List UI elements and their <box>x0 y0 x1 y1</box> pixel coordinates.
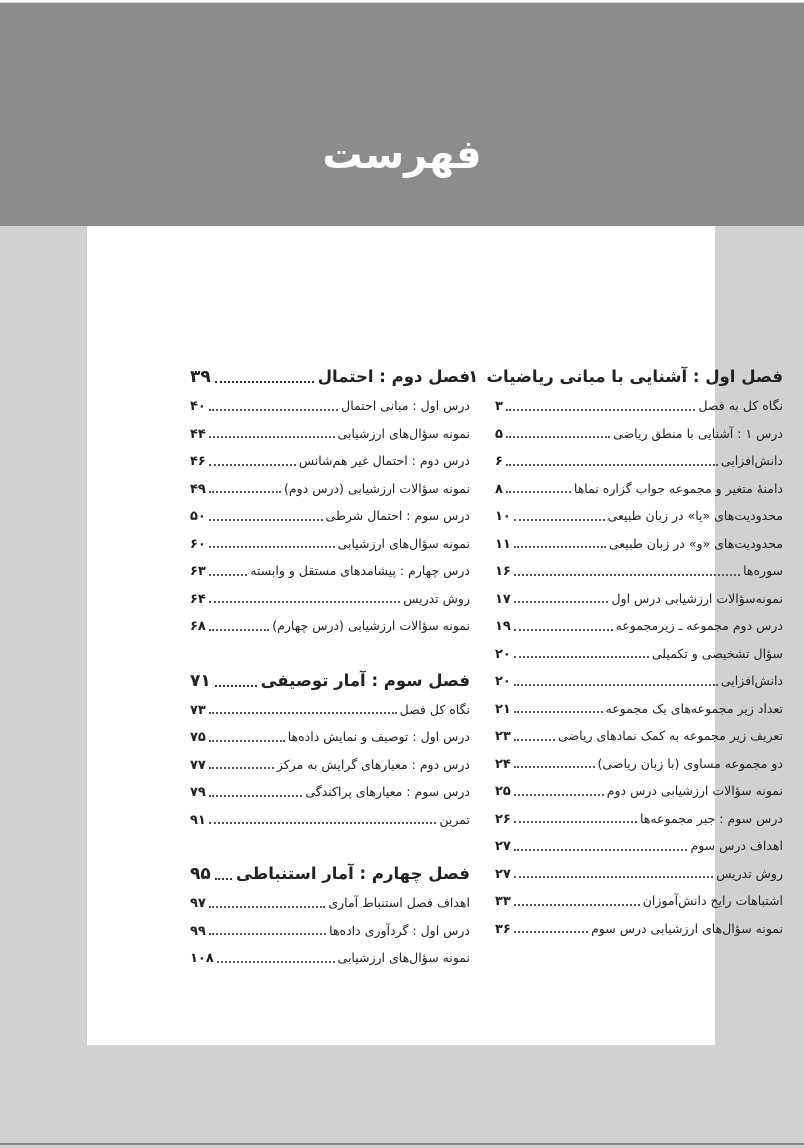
entry-page-number: ۲۵ <box>495 784 511 799</box>
dot-leader <box>209 436 335 438</box>
dot-leader <box>217 961 335 963</box>
toc-entry[interactable] <box>495 915 783 943</box>
entry-page-number: ۱۱ <box>495 536 511 552</box>
dot-leader <box>514 794 604 796</box>
toc-entry[interactable] <box>495 502 783 530</box>
entry-title: تعداد زیر مجموعه‌های یک مجموعه <box>605 700 783 716</box>
chapter-title: فصل دوم : احتمال <box>317 367 470 386</box>
toc-chapter-heading[interactable] <box>190 362 470 392</box>
dot-leader <box>209 409 338 411</box>
toc-entry[interactable] <box>190 475 470 503</box>
dot-leader <box>209 546 335 548</box>
entry-title: محدودیت‌های «و» در زبان طبیعی <box>608 535 783 551</box>
dot-leader <box>209 519 323 521</box>
entry-page-number: ۲۴ <box>495 756 511 772</box>
dot-leader <box>514 574 740 576</box>
entry-page-number: ۸ <box>495 481 503 497</box>
entry-page-number: ۱۷ <box>495 591 511 607</box>
toc-entry[interactable] <box>190 889 470 917</box>
entry-page-number: ۳۶ <box>495 921 511 937</box>
chapter-page-number: ۹۵ <box>190 864 211 884</box>
dot-leader <box>514 739 555 741</box>
entry-title: نمونه سؤال‌های ارزشیابی <box>337 425 470 441</box>
entry-title: نمونه سؤالات ارزشیابی (درس چهارم) <box>272 618 470 633</box>
entry-title: اهداف فصل استنباط آماری <box>328 895 470 910</box>
entry-title: روش تدریس <box>403 590 470 606</box>
entry-title: دانش‌افزایی <box>720 453 783 468</box>
chapter-title: فصل اول : آشنایی با مبانی ریاضیات <box>486 367 783 386</box>
entry-page-number: ۷۳ <box>190 702 206 718</box>
entry-title: درس چهارم : پیشامدهای مستقل و وابسته <box>250 563 470 578</box>
entry-page-number: ۲۷ <box>495 839 511 854</box>
dot-leader <box>514 546 606 548</box>
entry-page-number: ۴۹ <box>190 481 206 497</box>
dot-leader <box>514 519 605 521</box>
toc-entry[interactable] <box>495 640 783 668</box>
toc-entry[interactable] <box>495 557 783 585</box>
dot-leader <box>514 711 603 713</box>
toc-entry[interactable] <box>190 944 470 972</box>
chapter-gap <box>190 640 470 666</box>
entry-page-number: ۶ <box>495 454 503 469</box>
toc-entry[interactable] <box>190 917 470 945</box>
entry-page-number: ۲۰ <box>495 674 511 689</box>
toc-page <box>87 226 783 1045</box>
dot-leader <box>506 464 718 466</box>
toc-chapter-heading[interactable] <box>468 362 783 392</box>
entry-title: درس دوم : معیارهای گرایش به مرکز <box>276 756 470 772</box>
dot-leader <box>514 656 649 658</box>
entry-page-number: ۷۷ <box>190 757 206 773</box>
dot-leader <box>215 878 232 880</box>
entry-title: سوره‌ها <box>743 563 783 578</box>
dot-leader <box>514 601 609 603</box>
dot-leader <box>209 767 274 769</box>
entry-page-number: ۲۶ <box>495 811 511 827</box>
entry-title: نمونه‌سؤالات ارزشیابی درس اول <box>611 590 783 606</box>
toc-chapter-heading[interactable] <box>190 859 470 889</box>
toc-entry[interactable] <box>495 860 783 888</box>
entry-title: محدودیت‌های «یا» در زبان طبیعی <box>607 508 783 523</box>
toc-entry[interactable] <box>190 723 470 751</box>
dot-leader <box>506 436 610 438</box>
dot-leader <box>215 685 257 687</box>
toc-entry[interactable] <box>495 887 783 915</box>
dot-leader <box>514 904 640 906</box>
entry-page-number: ۳ <box>495 399 503 414</box>
dot-leader <box>209 574 247 576</box>
dot-leader <box>209 933 326 935</box>
toc-entry[interactable] <box>190 696 470 724</box>
toc-entry[interactable] <box>190 392 470 420</box>
entry-title: نمونه سؤالات ارزشیابی (درس دوم) <box>284 480 470 496</box>
entry-page-number: ۲۳ <box>495 729 511 744</box>
entry-page-number: ۲۱ <box>495 701 511 717</box>
chapter-title: فصل چهارم : آمار استنباطی <box>235 864 470 883</box>
toc-entry[interactable] <box>190 612 470 640</box>
entry-title: اهداف درس سوم <box>690 838 783 853</box>
dot-leader <box>514 821 637 823</box>
entry-title: درس سوم : معیارهای پراکندگی <box>305 784 470 799</box>
entry-page-number: ۷۵ <box>190 730 206 745</box>
toc-entry[interactable] <box>495 777 783 805</box>
toc-entry[interactable] <box>495 695 783 723</box>
toc-chapter-heading[interactable] <box>190 666 470 696</box>
dot-leader <box>209 795 302 797</box>
chapter-title: فصل سوم : آمار توصیفی <box>260 670 470 690</box>
toc-column-left <box>190 362 470 972</box>
entry-title: نگاه کل فصل <box>399 701 470 717</box>
dot-leader <box>506 409 696 411</box>
chapter-gap <box>190 833 470 859</box>
toc-entry[interactable] <box>495 750 783 778</box>
dot-leader <box>506 491 571 493</box>
entry-title: نمونه سؤال‌های ارزشیابی درس سوم <box>591 920 783 936</box>
dot-leader <box>514 766 595 768</box>
entry-title: تعریف زیر مجموعه به کمک نمادهای ریاضی <box>558 728 783 743</box>
entry-title: اشتباهات رایج دانش‌آموزان <box>642 893 783 908</box>
dot-leader <box>209 601 400 603</box>
toc-entry[interactable] <box>495 420 783 448</box>
dot-leader <box>209 822 437 824</box>
entry-title: درس سوم : احتمال شرطی <box>325 508 470 523</box>
dot-leader <box>514 684 718 686</box>
toc-entry[interactable] <box>495 392 783 420</box>
toc-entry[interactable] <box>495 832 783 860</box>
entry-page-number: ۴۰ <box>190 399 206 414</box>
entry-page-number: ۶۳ <box>190 564 206 579</box>
entry-page-number: ۳۳ <box>495 894 511 909</box>
top-rule <box>0 0 804 2</box>
entry-page-number: ۲۰ <box>495 646 511 662</box>
entry-page-number: ۴۴ <box>190 426 206 442</box>
toc-entry[interactable] <box>190 751 470 779</box>
toc-entry[interactable] <box>190 530 470 558</box>
entry-title: درس ۱ : آشنایی با منطق ریاضی <box>613 425 783 441</box>
entry-page-number: ۶۴ <box>190 591 206 607</box>
toc-entry[interactable] <box>495 805 783 833</box>
toc-entry[interactable] <box>495 475 783 503</box>
dot-leader <box>209 906 325 908</box>
chapter-page-number: ۱ <box>468 367 479 387</box>
entry-page-number: ۵ <box>495 426 503 442</box>
toc-entry[interactable] <box>495 667 783 695</box>
entry-page-number: ۲۷ <box>495 866 511 882</box>
entry-title: درس سوم : جبر مجموعه‌ها <box>639 810 783 826</box>
toc-entry[interactable] <box>495 612 783 640</box>
entry-title: سؤال تشخیصی و تکمیلی <box>651 645 783 661</box>
dot-leader <box>209 491 281 493</box>
entry-page-number: ۶۰ <box>190 536 206 552</box>
entry-page-number: ۶۸ <box>190 619 206 634</box>
entry-page-number: ۴۶ <box>190 454 206 469</box>
dot-leader <box>209 740 285 742</box>
toc-entry[interactable] <box>495 722 783 750</box>
bottom-rule <box>0 1143 804 1145</box>
entry-page-number: ۵۰ <box>190 509 206 524</box>
toc-column-right <box>468 362 783 942</box>
dot-leader <box>514 931 588 933</box>
entry-title: تمرین <box>439 811 470 827</box>
dot-leader <box>209 629 269 631</box>
toc-entry[interactable] <box>495 585 783 613</box>
entry-title: درس دوم مجموعه ـ زیرمجموعه <box>615 618 783 633</box>
chapter-page-number: ۷۱ <box>190 670 211 691</box>
page-title: فهرست <box>322 132 482 178</box>
dot-leader <box>209 712 397 714</box>
entry-page-number: ۹۹ <box>190 923 206 939</box>
entry-title: دامنهٔ متغیر و مجموعه جواب گزاره نماها <box>573 480 783 496</box>
entry-title: درس اول : توصیف و نمایش داده‌ها <box>287 729 470 744</box>
entry-page-number: ۹۱ <box>190 812 206 828</box>
toc-entry[interactable] <box>190 420 470 448</box>
entry-page-number: ۱۹ <box>495 619 511 634</box>
toc-entry[interactable] <box>190 557 470 585</box>
entry-title: دو مجموعه مساوی (با زبان ریاضی) <box>597 755 783 771</box>
entry-title: درس اول : گردآوری داده‌ها <box>329 922 470 938</box>
dot-leader <box>514 629 613 631</box>
header-band <box>0 5 804 226</box>
entry-page-number: ۱۶ <box>495 564 511 579</box>
entry-title: نمونه سؤال‌های ارزشیابی <box>337 950 470 965</box>
toc-entry[interactable] <box>495 447 783 475</box>
entry-page-number: ۷۹ <box>190 785 206 800</box>
toc-entry[interactable] <box>495 530 783 558</box>
entry-page-number: ۹۷ <box>190 896 206 911</box>
dot-leader <box>514 849 688 851</box>
entry-title: دانش‌افزایی <box>720 673 783 688</box>
entry-page-number: ۱۰۸ <box>190 951 214 966</box>
entry-title: درس دوم : احتمال غیر هم‌شانس <box>298 453 470 468</box>
entry-title: نگاه کل به فصل <box>698 398 783 413</box>
entry-page-number: ۱۰ <box>495 509 511 524</box>
toc-entry[interactable] <box>190 447 470 475</box>
entry-title: نمونه سؤالات ارزشیابی درس دوم <box>606 783 783 798</box>
dot-leader <box>514 876 713 878</box>
entry-title: نمونه سؤال‌های ارزشیابی <box>337 535 470 551</box>
toc-entry[interactable] <box>190 778 470 806</box>
entry-title: روش تدریس <box>716 865 783 881</box>
dot-leader <box>209 464 296 466</box>
chapter-page-number: ۳۹ <box>190 367 211 387</box>
dot-leader <box>215 381 314 383</box>
toc-entry[interactable] <box>190 585 470 613</box>
entry-title: درس اول : مبانی احتمال <box>341 398 470 413</box>
toc-entry[interactable] <box>190 502 470 530</box>
toc-entry[interactable] <box>190 806 470 834</box>
